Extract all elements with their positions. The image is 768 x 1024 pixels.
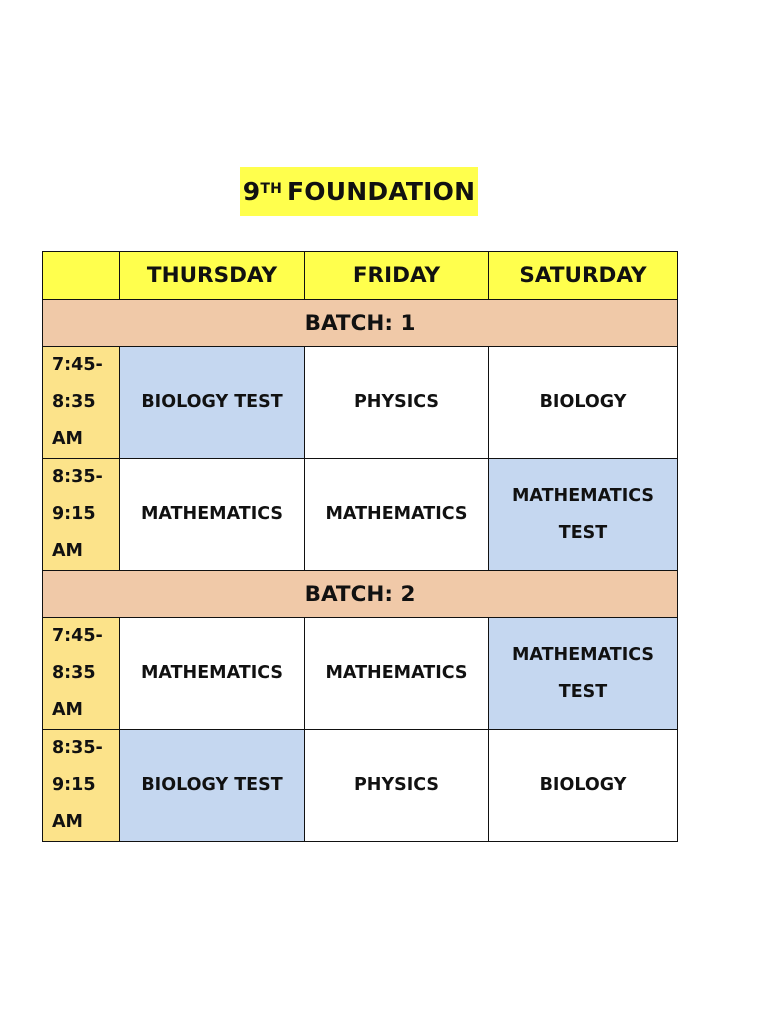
subject-line: PHYSICS: [353, 775, 440, 795]
timetable: [42, 251, 678, 842]
subject-line: TEST: [558, 522, 608, 543]
time-line: 8:35-: [52, 738, 103, 758]
time-slot-row: [43, 618, 678, 730]
subject-cell: [120, 347, 305, 459]
subject-line: BIOLOGY: [539, 775, 627, 795]
header-day: FRIDAY: [305, 252, 489, 300]
subject-cell: [305, 347, 489, 459]
time-line: 7:45-: [52, 355, 103, 375]
subject-line: MATHEMATICS: [141, 504, 283, 524]
time-slot-row: [43, 459, 678, 571]
time-cell: [43, 618, 120, 730]
time-cell: [43, 459, 120, 571]
subject-line: BIOLOGY: [539, 392, 627, 412]
subject-cell: [120, 730, 305, 842]
subject-cell: [305, 730, 489, 842]
batch-row: [43, 571, 678, 618]
header-day: THURSDAY: [120, 252, 305, 300]
subject-line: BIOLOGY TEST: [141, 775, 283, 795]
title-text: FOUNDATION: [287, 177, 476, 206]
batch-label: BATCH: 1: [43, 300, 678, 347]
header-corner-cell: [43, 252, 120, 300]
time-line: 8:35-: [52, 467, 103, 487]
subject-line: BIOLOGY TEST: [141, 392, 283, 412]
time-cell: [43, 347, 120, 459]
subject-line: MATHEMATICS: [141, 663, 283, 683]
subject-line: PHYSICS: [353, 392, 440, 412]
subject-line: MATHEMATICS: [512, 485, 654, 506]
subject-line: MATHEMATICS: [325, 504, 468, 524]
subject-cell: [489, 618, 678, 730]
subject-cell: [489, 347, 678, 459]
header-row: [43, 252, 678, 300]
time-line: AM: [52, 700, 83, 720]
title-ordinal-suffix: TH: [260, 180, 283, 197]
time-line: 7:45-: [52, 626, 103, 646]
time-line: AM: [52, 812, 83, 832]
time-line: 8:35: [52, 392, 96, 412]
time-line: 9:15: [52, 775, 96, 795]
time-line: 8:35: [52, 663, 96, 683]
title-grade: 9: [242, 177, 261, 206]
subject-line: MATHEMATICS: [325, 663, 468, 683]
time-slot-row: [43, 730, 678, 842]
page-title: [240, 167, 478, 216]
time-line: AM: [52, 541, 83, 561]
time-line: AM: [52, 429, 83, 449]
batch-row: [43, 300, 678, 347]
time-slot-row: [43, 347, 678, 459]
subject-cell: [120, 459, 305, 571]
subject-line: MATHEMATICS: [512, 644, 654, 665]
time-cell: [43, 730, 120, 842]
subject-cell: [305, 459, 489, 571]
subject-cell: [120, 618, 305, 730]
header-day: SATURDAY: [489, 252, 678, 300]
time-line: 9:15: [52, 504, 96, 524]
batch-label: BATCH: 2: [43, 571, 678, 618]
subject-line: TEST: [558, 681, 608, 702]
subject-cell: [489, 730, 678, 842]
subject-cell: [489, 459, 678, 571]
subject-cell: [305, 618, 489, 730]
